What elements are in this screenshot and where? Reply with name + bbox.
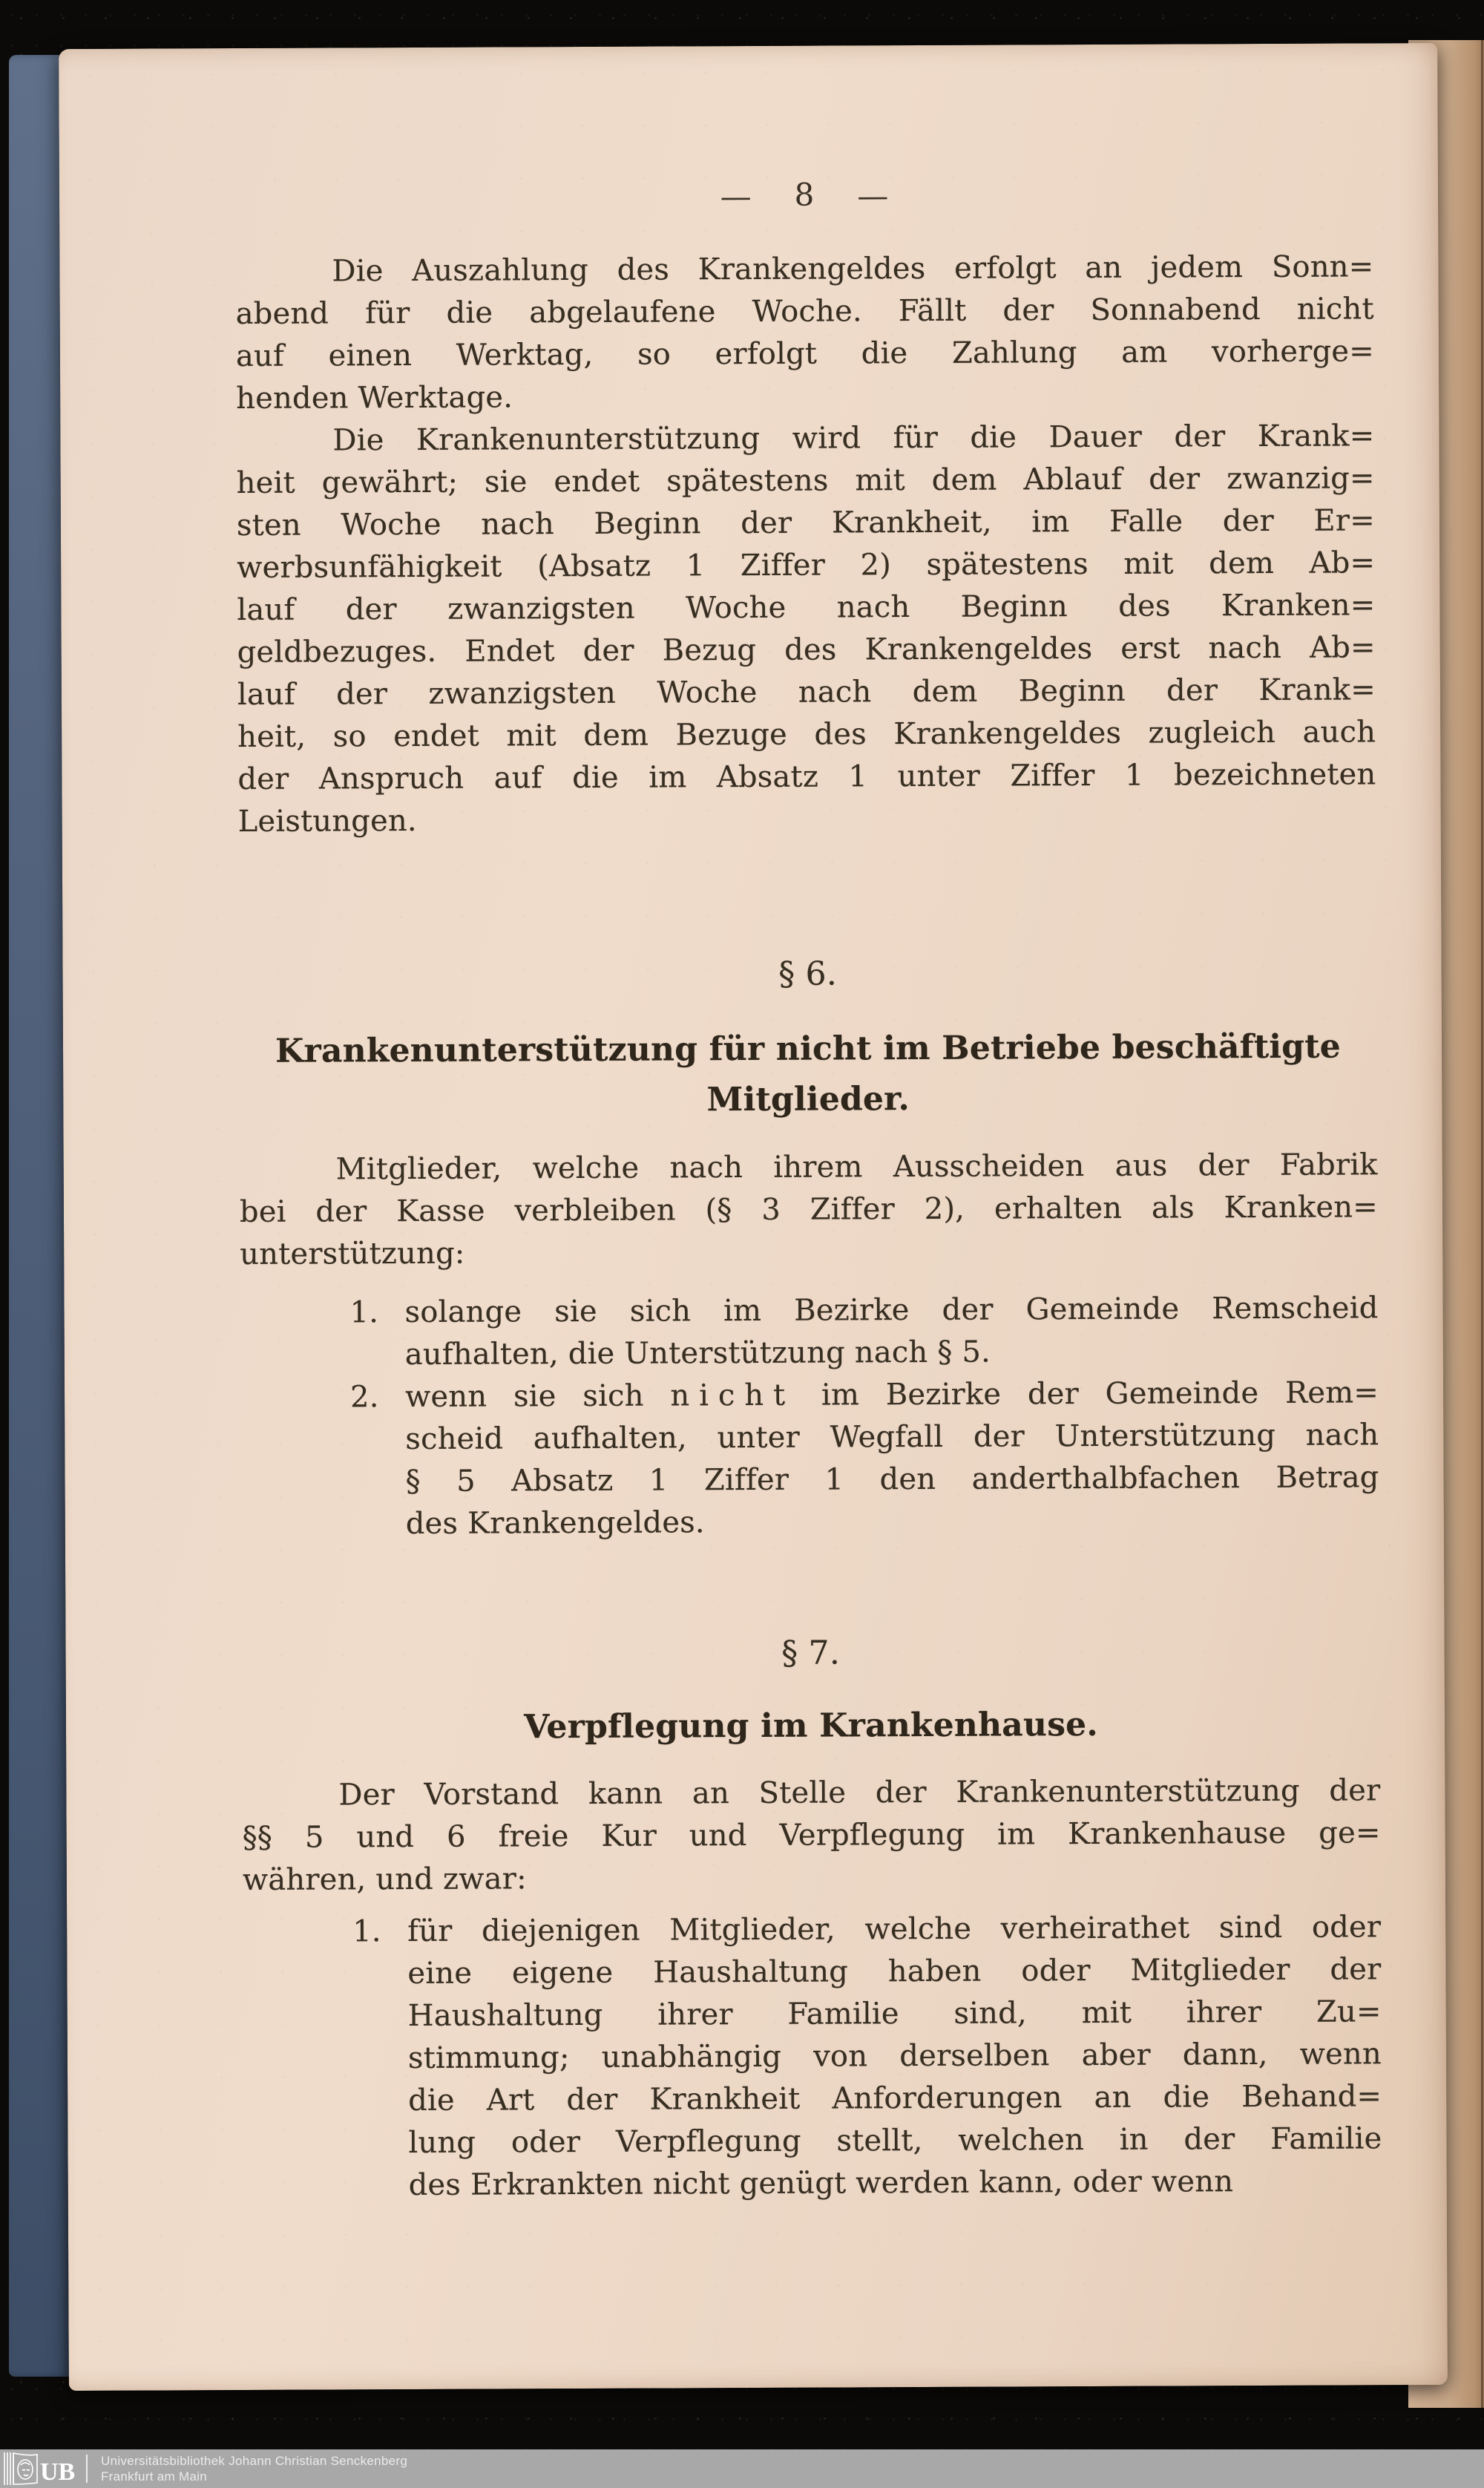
list-item-number: 2. (349, 1380, 379, 1415)
text-line: bei der Kasse verbleiben (§ 3 Ziffer 2), erhalten als Kranken= (239, 1190, 1379, 1230)
list-item-number: 1. (352, 1914, 381, 1949)
page-number-value: 8 (794, 176, 815, 213)
text-line: auf einen Werktag, so erfolgt die Zahlung am vorherge= (235, 334, 1375, 374)
library-name (101, 2453, 407, 2484)
section-6-title (239, 1021, 1378, 1127)
text-line: Die Auszahlung des Krankengeldes erfolgt an jedem Sonn= (332, 249, 1374, 289)
section-6-label: § 6. (778, 955, 838, 993)
list-item-line: die Art der Krankheit Anforderungen an die Behand= (408, 2079, 1382, 2118)
list-item-line (240, 1287, 1378, 1335)
emphasized-word: nicht (670, 1378, 795, 1413)
paragraph-1 (235, 246, 1374, 420)
page-number-dash-left: — (720, 177, 752, 215)
ub-logo (3, 2452, 91, 2486)
list-item-line: scheid aufhalten, unter Wegfall der Unterstützung nach (405, 1418, 1379, 1457)
list-item-number: 1. (349, 1295, 379, 1330)
text-line: werbsunfähigkeit (Absatz 1 Ziffer 2) spätestens mit dem Ab= (237, 546, 1376, 586)
page-number-dash-right: — (857, 177, 889, 215)
ub-logo-acronym: UB (40, 2458, 76, 2486)
text-line: sten Woche nach Beginn der Krankheit, im Falle der Er= (236, 503, 1376, 543)
library-footer-bar (0, 2449, 1484, 2488)
list-item-line: eine eigene Haushaltung haben oder Mitglieder der (407, 1952, 1382, 1991)
list-item-line: aufhalten, die Unterstützung nach § 5. (404, 1335, 991, 1372)
text-line: heit gewährt; sie endet spätestens mit dem Ablauf der zwanzig= (236, 461, 1375, 501)
list-item-line: stimmung; unabhängig von derselben aber dann, wenn (407, 2037, 1382, 2076)
text-line: lauf der zwanzigsten Woche nach dem Beginn der Krank= (237, 672, 1376, 713)
list-item-text: für diejenigen Mitglieder, welche verheirathet sind oder (407, 1910, 1382, 1949)
text-line: Leistungen. (237, 803, 417, 839)
text-line: Mitglieder, welche nach ihrem Ausscheiden aus der Fabrik (335, 1148, 1378, 1187)
page-text-column (235, 246, 1382, 2207)
list-item-line: des Erkrankten nicht genügt werden kann, oder wenn (408, 2164, 1234, 2203)
book-page (59, 43, 1448, 2391)
library-name-line2: Frankfurt am Main (101, 2469, 208, 2484)
section-7-label: § 7. (781, 1634, 841, 1672)
text-line: henden Werktage. (236, 380, 513, 416)
list-item-line (240, 1372, 1379, 1419)
section-6-list (240, 1287, 1379, 1546)
library-name-line1: Universitätsbibliothek Johann Christian Senckenberg (101, 2454, 408, 2468)
paragraph-2 (236, 415, 1376, 843)
list-item-text: im Bezirke der Gemeinde Rem= (821, 1375, 1379, 1412)
list-item-line: lung oder Verpflegung stellt, welchen in der Familie (408, 2121, 1382, 2161)
list-item-line (243, 1906, 1381, 1954)
section-7-list (243, 1906, 1382, 2207)
text-line: geldbezuges. Endet der Bezug des Krankengeldes erst nach Ab= (237, 630, 1376, 670)
text-line: Die Krankenunterstützung wird für die Dauer der Krank= (332, 419, 1375, 458)
list-item-text: solange sie sich im Bezirke der Gemeinde Remscheid (404, 1291, 1379, 1330)
text-line: lauf der zwanzigsten Woche nach Beginn des Kranken= (237, 588, 1376, 628)
list-item-line: des Krankengeldes. (405, 1505, 705, 1542)
text-line: Der Vorstand kann an Stelle der Krankenunterstützung der (338, 1773, 1381, 1813)
paragraph-3 (240, 1144, 1379, 1276)
text-line: abend für die abgelaufene Woche. Fällt der Sonnabend nicht (235, 292, 1374, 332)
text-line: unterstützung: (240, 1236, 465, 1272)
text-line: der Anspruch auf die im Absatz 1 unter Ziffer 1 bezeichneten (237, 757, 1376, 797)
list-item-text: wenn sie sich (404, 1378, 644, 1415)
ub-logo-icon (3, 2452, 91, 2486)
section-7-title: Verpflegung im Krankenhause. (524, 1705, 1098, 1746)
list-item-line: § 5 Absatz 1 Ziffer 1 den anderthalbfachen Betrag (405, 1460, 1379, 1499)
list-item-line: Haushaltung ihrer Familie sind, mit ihrer Zu= (407, 1994, 1382, 2034)
text-line: währen, und zwar: (242, 1862, 527, 1898)
paragraph-4 (242, 1770, 1381, 1902)
page-number (235, 174, 1373, 215)
section-6-title-line2: Mitglieder. (706, 1080, 910, 1119)
section-6-title-line1: Krankenunterstützung für nicht im Betriebe beschäftigte (275, 1027, 1342, 1070)
text-line: heit, so endet mit dem Bezuge des Krankengeldes zugleich auch (237, 715, 1376, 755)
text-line: §§ 5 und 6 freie Kur und Verpflegung im Krankenhause ge= (242, 1816, 1381, 1856)
